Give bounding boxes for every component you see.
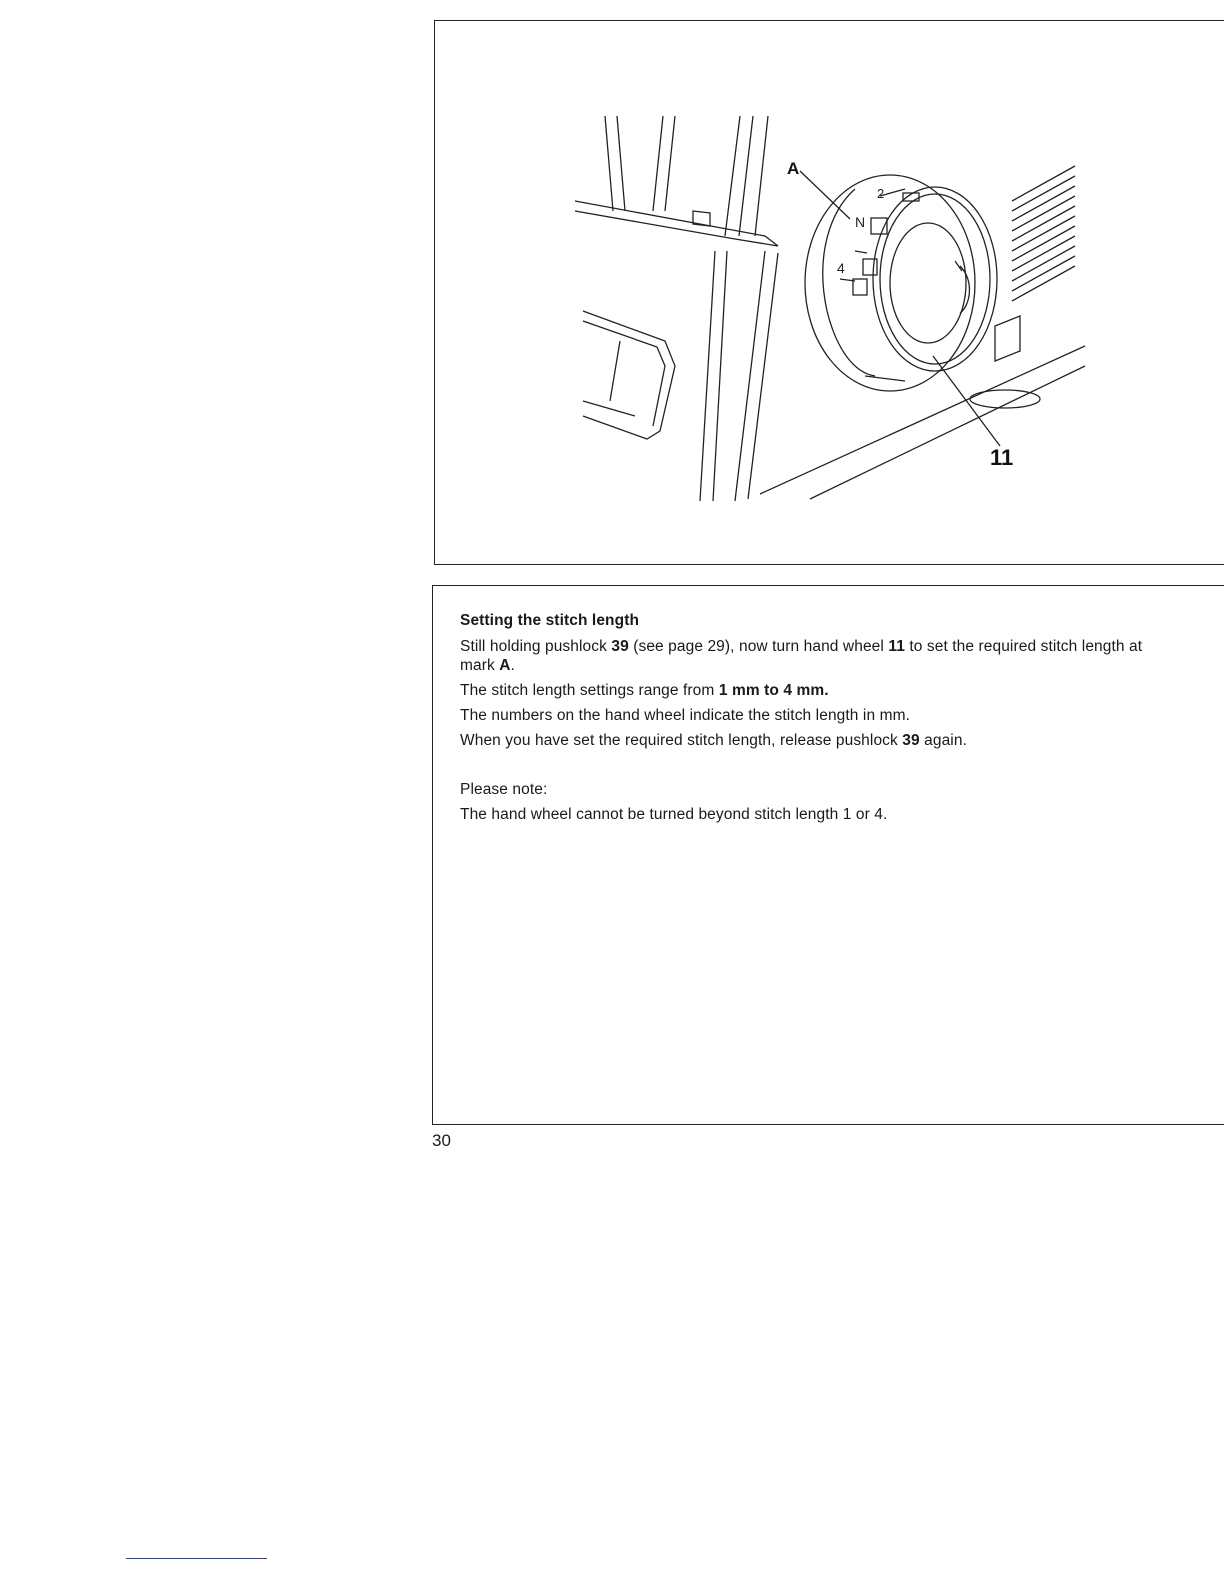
label-11: 11 [990,445,1014,470]
label-a: A [787,159,800,178]
hand-wheel-illustration [435,21,1224,566]
dial-mark-n: N [855,214,866,230]
illustration-frame [434,20,1224,565]
paragraph-4: When you have set the required stitch length, release pushlock 39 again. [460,732,967,749]
dial-mark-2: 2 [877,186,885,201]
instructions [460,611,1160,830]
bottom-rule [126,1558,267,1559]
paragraph-2: The stitch length settings range from 1 mm to 4 mm. [460,682,829,699]
note-label: Please note: [460,781,548,798]
text-frame [432,585,1224,1125]
page-number: 30 [432,1131,451,1150]
section-heading: Setting the stitch length [460,612,640,629]
note-text: The hand wheel cannot be turned beyond stitch length 1 or 4. [460,806,888,823]
paragraph-3: The numbers on the hand wheel indicate the stitch length in mm. [460,707,911,724]
paragraph-1: Still holding pushlock 39 (see page 29), now turn hand wheel 11 to set the required stitch length at mark A. [460,638,1143,674]
dial-mark-4: 4 [837,260,845,276]
